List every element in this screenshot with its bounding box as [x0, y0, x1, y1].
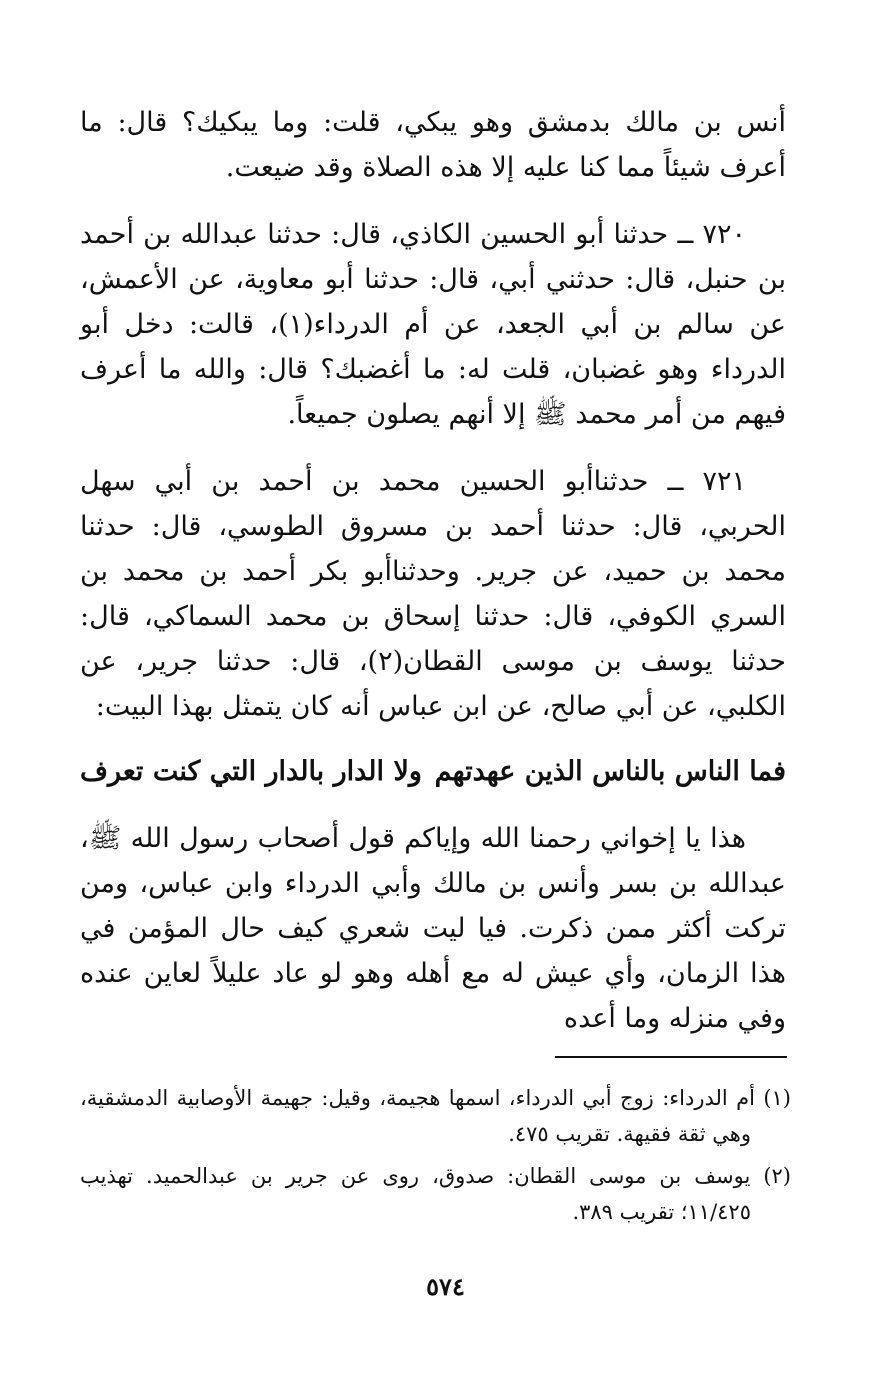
- verse-first-hemistich: فما الناس بالناس الذين عهدتهم: [434, 756, 786, 787]
- closing-paragraph: هذا يا إخواني رحمنا الله وإياكم قول أصحاب رسول الله ﷺ، عبدالله بن بسر وأنس بن مالك وأبي الدرداء وابن عباس، ومن تركت أكثر ممن ذكرت. فيا ليت شعري كيف حال المؤمن في هذا الزمان، وأي عيش له مع أهله وهو لو عاد عليلاً لعاين عنده وفي منزله وما أعده: [80, 823, 786, 1034]
- hadith-720: ٧٢٠ ــ حدثنا أبو الحسين الكاذي، قال: حدثنا عبدالله بن أحمد بن حنبل، قال: حدثني أبي، قال: حدثنا أبو معاوية، عن الأعمش، عن سالم بن أبي الجعد، عن أم الدرداء(١)، قالت: دخل أبو الدرداء وهو غضبان، قلت له: ما أغضبك؟ قال: والله ما أعرف فيهم من أمر محمد ﷺ إلا أنهم يصلون جميعاً.: [80, 219, 786, 430]
- footnote-1: (١) أم الدرداء: زوج أبي الدرداء، اسمها هجيمة، وقيل: جهيمة الأوصابية الدمشقية، وهي ثقة فقيهة. تقريب ٤٧٥.: [80, 1086, 791, 1146]
- main-text: [80, 100, 786, 1041]
- hadith-721: ٧٢١ ــ حدثناأبو الحسين محمد بن أحمد بن أبي سهل الحربي، قال: حدثنا أحمد بن مسروق الطوسي، قال: حدثنا محمد بن حميد، عن جرير. وحدثناأبو بكر أحمد بن محمد بن السري الكوفي، قال: حدثنا إسحاق بن محمد السماكي، قال: حدثنا يوسف بن موسى القطان(٢)، قال: حدثنا جرير، عن الكلبي، عن أبي صالح، عن ابن عباس أنه كان يتمثل بهذا البيت:: [80, 466, 786, 722]
- verse-second-hemistich: ولا الدار بالدار التي كنت تعرف: [80, 756, 422, 787]
- footnotes: [80, 1080, 791, 1236]
- footnote-divider: [555, 1056, 787, 1058]
- poetry-verse: [80, 749, 786, 794]
- paragraph-continuation: أنس بن مالك بدمشق وهو يبكي، قلت: وما يبكيك؟ قال: ما أعرف شيئاً مما كنا عليه إلا هذه الصلاة وقد ضيعت.: [80, 107, 786, 183]
- footnote-2: (٢) يوسف بن موسى القطان: صدوق، روى عن جرير بن عبدالحميد. تهذيب ١١/٤٢٥؛ تقريب ٣٨٩.: [80, 1164, 791, 1224]
- page-number: ٥٧٤: [426, 1272, 465, 1301]
